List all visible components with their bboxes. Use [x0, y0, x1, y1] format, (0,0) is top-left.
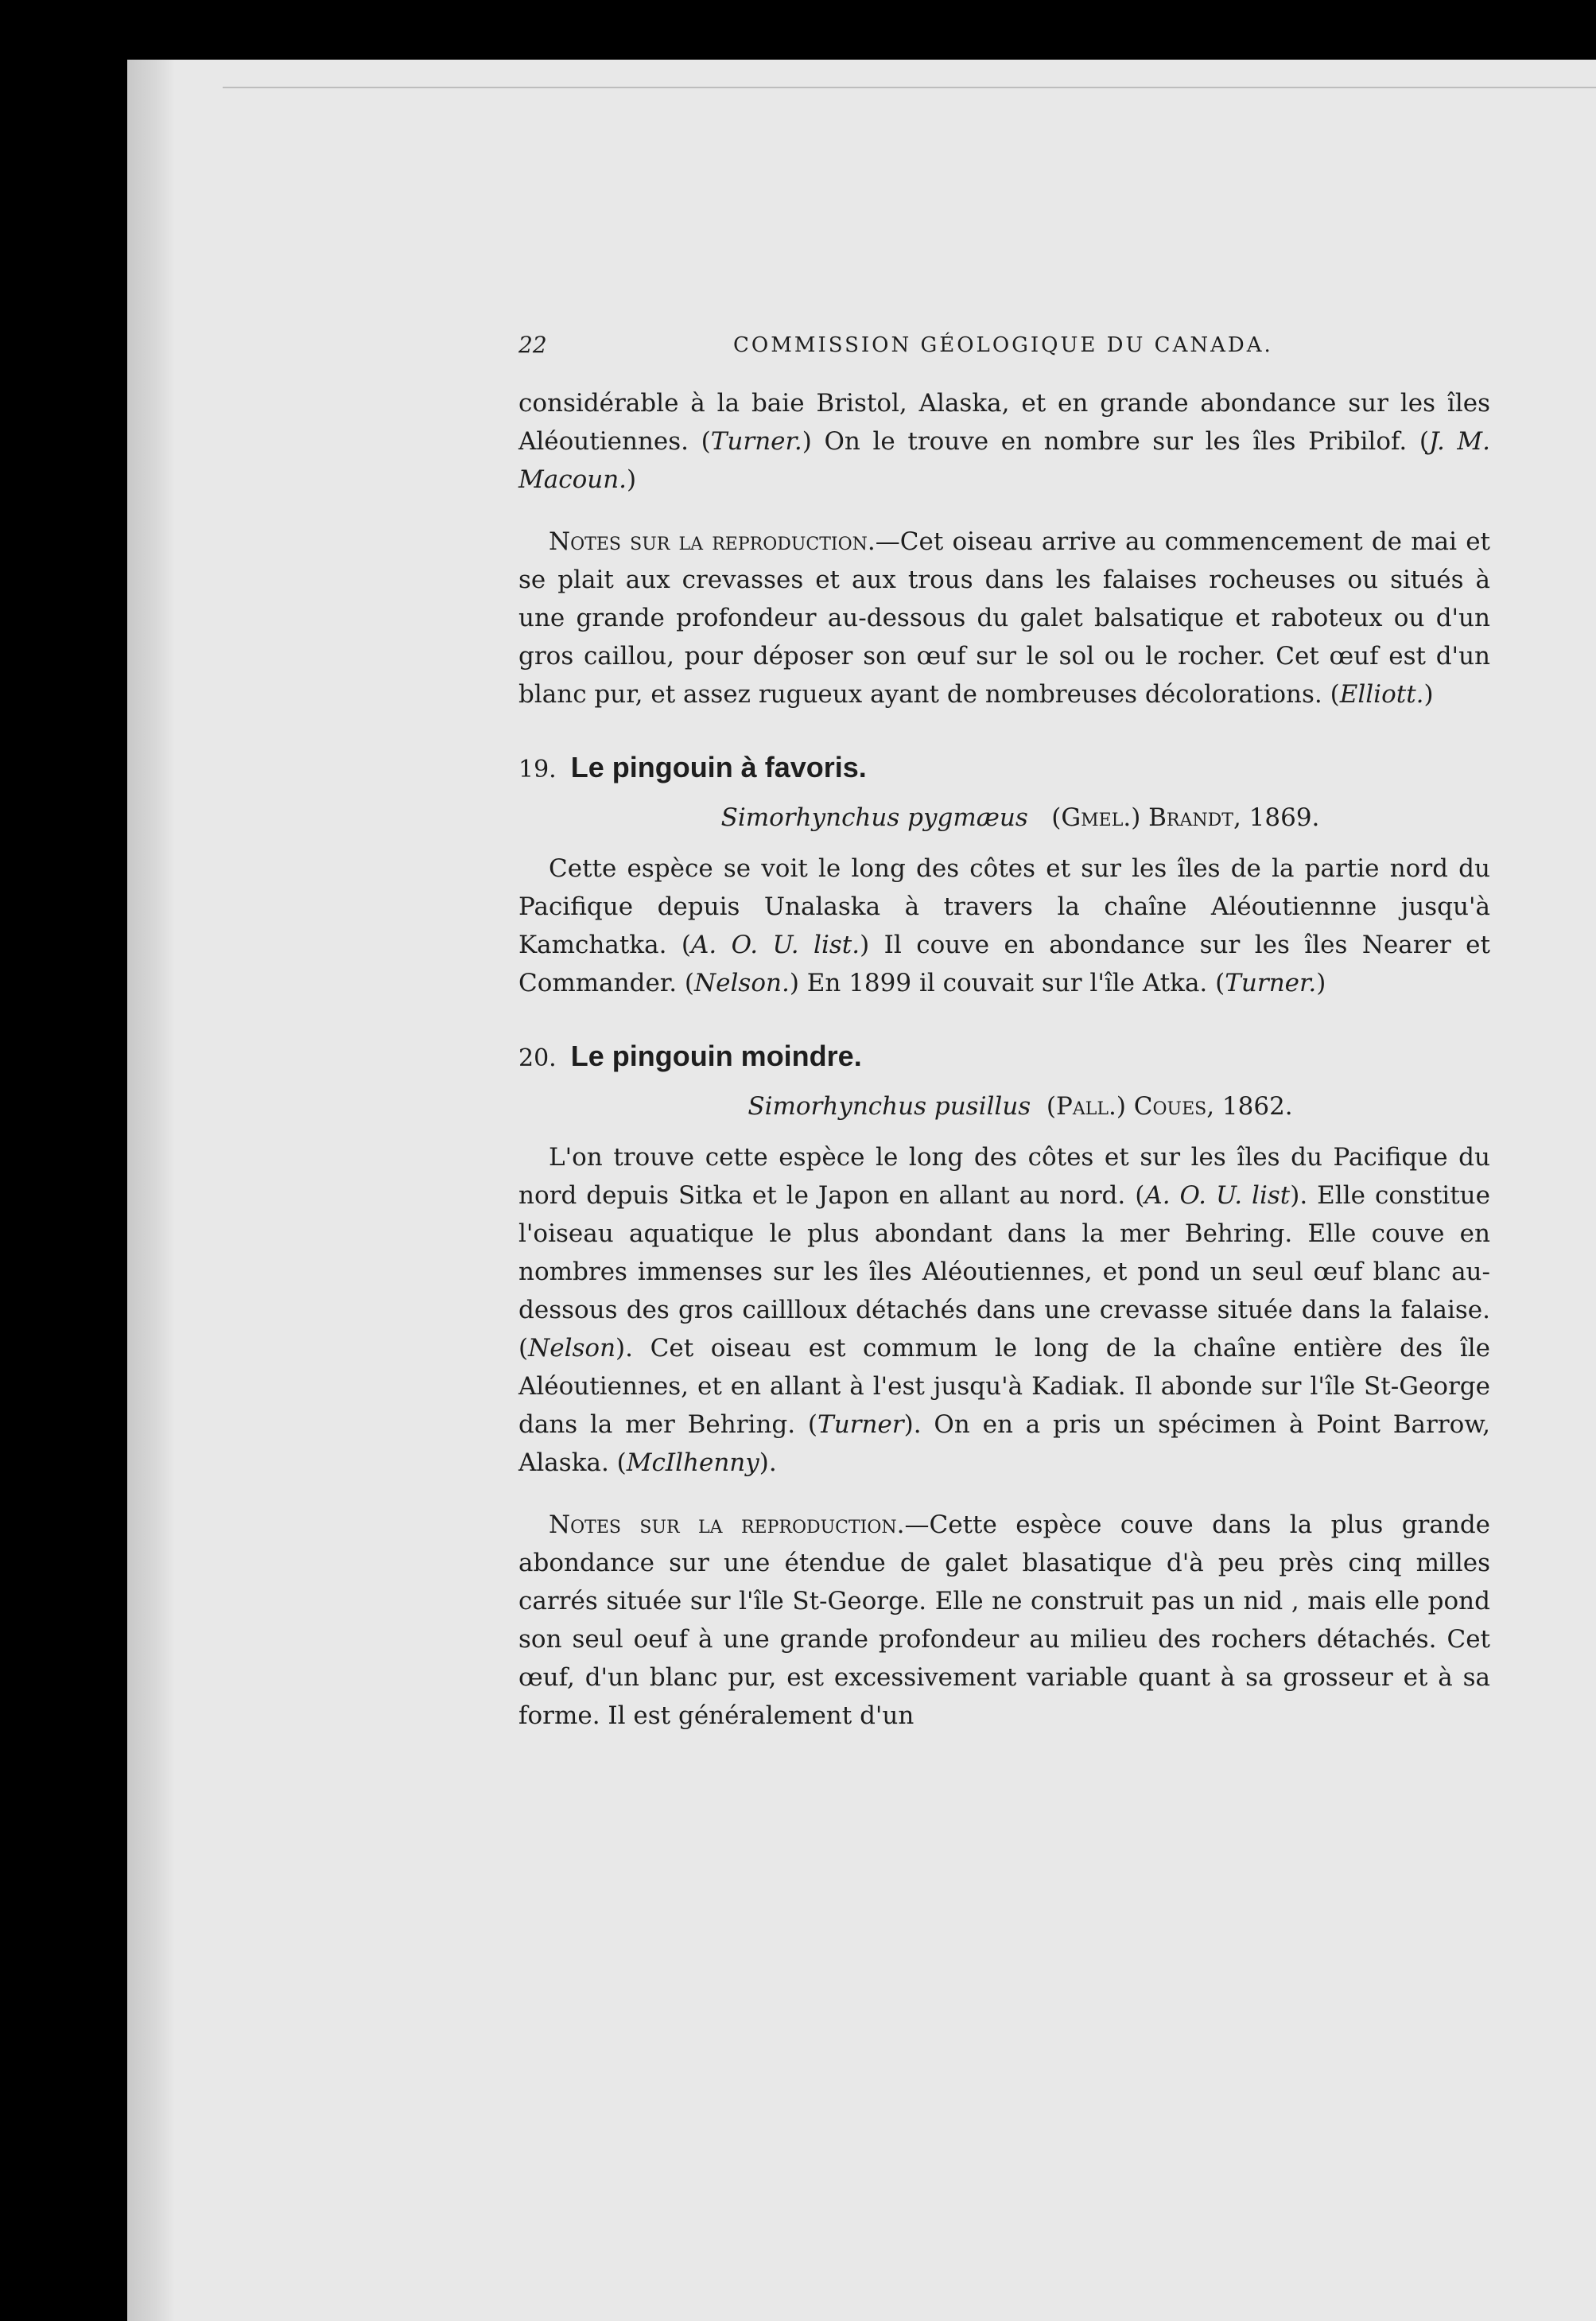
species-name: Simorhynchus pygmæus — [720, 803, 1028, 832]
citation: Nelson — [528, 1334, 616, 1363]
notes-label: Notes sur la reproduction. — [549, 527, 876, 556]
page-content — [518, 332, 1490, 1735]
species-description-paragraph: L'on trouve cette espèce le long des côtes et sur les îles du Pacifique du nord depuis Sitka et le Japon en allant au nord. (A. O. U. list). Elle constitue l'oiseau aquatique le plus abondant dans la mer Behring. Elle couve en nombres immenses sur les îles Aléoutiennes, et pond un seul œuf blanc au-dessous des gros caillloux détachés dans une crevasse située dans la falaise. (Nelson). Cet oiseau est commum le long de la chaîne entière des île Aléoutiennes, et en allant à l'est jusqu'à Kadiak. Il abonde sur l'île St-George dans la mer Behring. (Turner). On en a pris un spécimen à Point Barrow, Alaska. (McIlhenny). — [518, 1143, 1490, 1477]
citation: J. M. Macoun. — [518, 427, 1491, 494]
section-title: Le pingouin moindre. — [570, 1040, 862, 1072]
citation: Turner. — [1225, 969, 1317, 997]
citation: A. O. U. list. — [690, 931, 860, 959]
scanned-page — [127, 60, 1596, 2321]
section-title: Le pingouin à favoris. — [570, 751, 867, 783]
species-description-paragraph: Cette espèce se voit le long des côtes et sur les îles de la partie nord du Pacifique depuis Unalaska à travers la chaîne Aléoutiennne jusqu'à Kamchatka. (A. O. U. list.) Il couve en abondance sur les îles Nearer et Commander. (Nelson.) En 1899 il couvait sur l'île Atka. (Turner.) — [518, 854, 1490, 997]
citation: McIlhenny — [626, 1448, 759, 1477]
journal-title: COMMISSION GÉOLOGIQUE DU CANADA. — [733, 333, 1273, 357]
page-top-edge — [223, 87, 1596, 88]
citation: Turner. — [710, 427, 802, 456]
running-head — [518, 332, 1490, 364]
species-authority: (Gmel.) Brandt, 1869. — [1051, 803, 1320, 832]
citation: Nelson. — [694, 969, 790, 997]
citation: Elliott. — [1339, 680, 1424, 709]
species-line — [518, 1086, 1490, 1127]
reproduction-notes-paragraph: Notes sur la reproduction.—Cette espèce couve dans la plus grande abondance sur une étendue de galet blasatique d'à peu près cinq milles carrés située sur l'île St-George. Elle ne construit pas un nid , mais elle pond son seul oeuf à une grande profondeur au milieu des rochers détachés. Cet œuf, d'un blanc pur, est excessivement variable quant à sa grosseur et à sa forme. Il est généralement d'un — [518, 1510, 1491, 1730]
section-heading — [518, 745, 1490, 792]
species-line — [518, 797, 1490, 838]
notes-label: Notes sur la reproduction. — [549, 1510, 905, 1539]
book-spine-shadow — [127, 60, 175, 2321]
species-name: Simorhynchus pusillus — [748, 1092, 1031, 1121]
reproduction-notes-paragraph: Notes sur la reproduction.—Cet oiseau arrive au commencement de mai et se plait aux crevasses et aux trous dans les falaises rocheuses ou situés à une grande profondeur au-dessous du galet balsatique et raboteux ou d'un gros caillou, pour déposer son œuf sur le sol ou le rocher. Cet œuf est d'un blanc pur, et assez rugueux ayant de nombreuses décolorations. (Elliott.) — [518, 527, 1490, 709]
section-number: 19. — [518, 756, 557, 783]
species-authority: (Pall.) Coues, 1862. — [1046, 1092, 1293, 1121]
page-number: 22 — [518, 332, 547, 358]
section-heading — [518, 1034, 1490, 1081]
citation: A. O. U. list — [1144, 1181, 1291, 1210]
citation: Turner — [817, 1410, 904, 1439]
section-number: 20. — [518, 1044, 557, 1072]
intro-paragraph: considérable à la baie Bristol, Alaska, et en grande abondance sur les îles Aléoutiennes. (Turner.) On le trouve en nombre sur les îles Pribilof. (J. M. Macoun.) — [518, 389, 1491, 494]
